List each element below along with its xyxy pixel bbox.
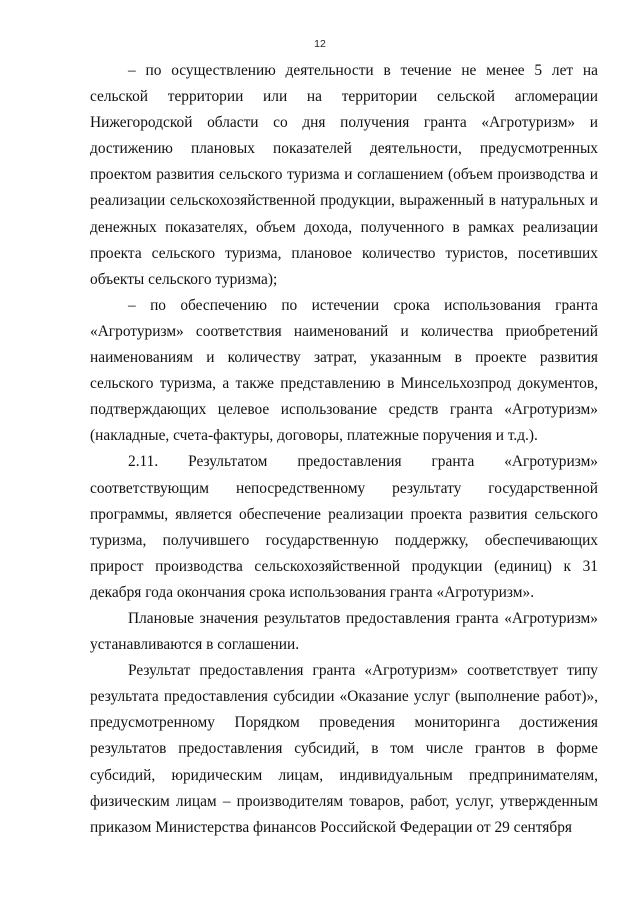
paragraph-obligation-documents: – по обеспечению по истечении срока использования гранта «Агротуризм» соответствия наименований и количества приобретений наименованиям и количеству затрат, указанным в проекте развития сельского туризма, а также представлению в Минсельхозпрод документов, подтверждающих целевое использование средств гранта «Агротуризм» (накладные, счета-фактуры, договоры, платежные поручения и т.д.).	[90, 296, 598, 445]
page-number: 12	[314, 38, 326, 50]
document-body	[90, 58, 598, 841]
paragraph-result-type: Результат предоставления гранта «Агротуризм» соответствует типу результата предоставления субсидии «Оказание услуг (выполнение работ)», предусмотренному Порядком проведения мониторинга достижения результатов предоставления субсидий, в том числе грантов в форме субсидий, юридическим лицам, индивидуальным предпринимателям, физическим лицам – производителям товаров, работ, услуг, утвержденным приказом Министерства финансов Российской Федерации от 29 сентября	[90, 662, 598, 836]
paragraph-obligation-activity: – по осуществлению деятельности в течение не менее 5 лет на сельской территории или на территории сельской агломерации Нижегородской области со дня получения гранта «Агротуризм» и достижению плановых показателей деятельности, предусмотренных проектом развития сельского туризма и соглашением (объем производства и реализации сельскохозяйственной продукции, выраженный в натуральных и денежных показателях, объем дохода, полученного в рамках реализации проекта сельского туризма, плановое количество туристов, посетивших объекты сельского туризма);	[90, 62, 598, 288]
paragraph-planned-values: Плановые значения результатов предоставления гранта «Агротуризм» устанавливаются в соглашении.	[90, 609, 598, 654]
paragraph-section-2-11: 2.11. Результатом предоставления гранта «Агротуризм» соответствующим непосредственному результату государственной программы, является обеспечение реализации проекта развития сельского туризма, получившего государственную поддержку, обеспечивающих прирост производства сельскохозяйственной продукции (единиц) к 31 декабря года окончания срока использования гранта «Агротуризм».	[90, 453, 598, 601]
